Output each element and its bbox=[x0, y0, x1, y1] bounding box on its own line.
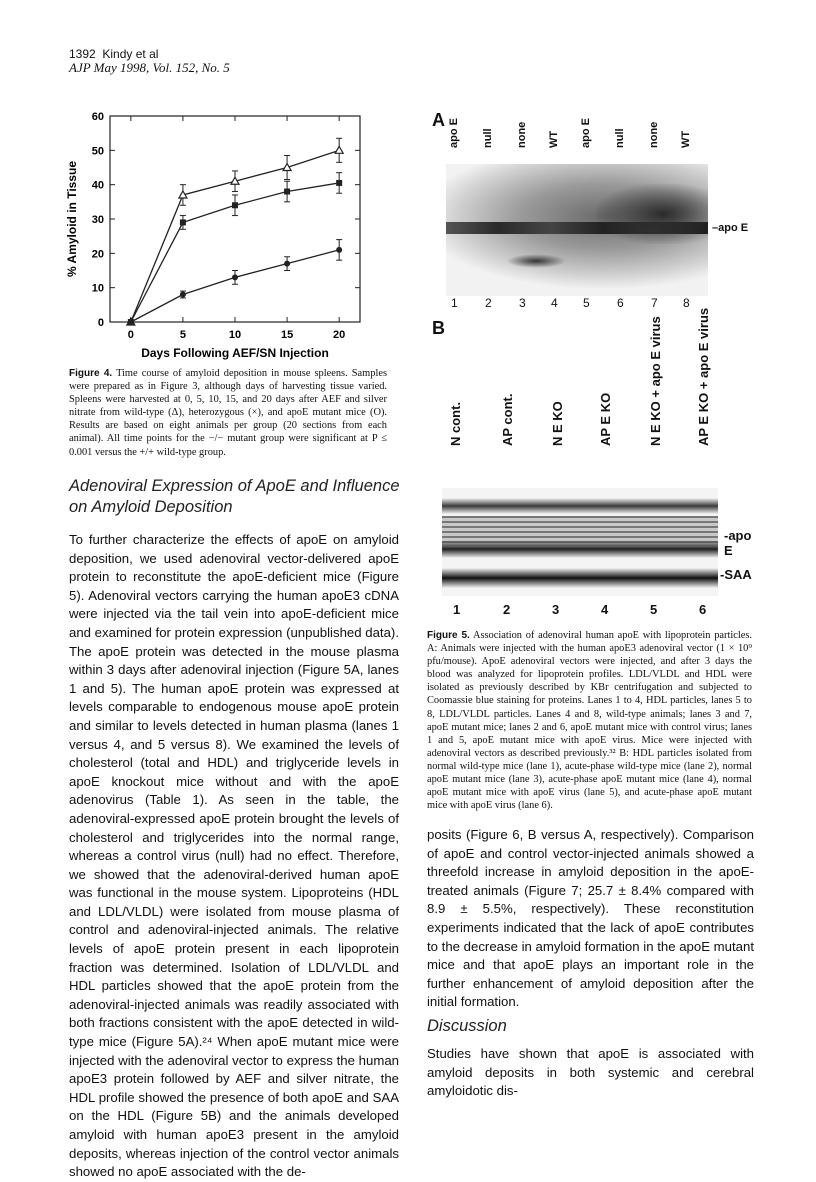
panel-b-lane-number: 3 bbox=[552, 602, 560, 617]
panel-a-lane-number: 5 bbox=[583, 296, 590, 310]
discussion-paragraph: Studies have shown that apoE is associated with amyloid deposits in both systemic and cerebral amyloidotic dis- bbox=[427, 1046, 754, 1099]
panel-a-lane-label: apo E bbox=[580, 118, 592, 148]
figure5-caption-label: Figure 5. bbox=[427, 630, 470, 641]
x-tick-label: 15 bbox=[280, 329, 294, 341]
section-heading: Adenoviral Expression of ApoE and Influence on Amyloid Deposition bbox=[69, 477, 400, 516]
y-tick-label: 30 bbox=[91, 214, 104, 226]
discussion-text bbox=[427, 1045, 754, 1101]
y-axis-label: % Amyloid in Tissue bbox=[65, 160, 79, 278]
panel-b-lane-label: AP E KO + apo E virus bbox=[696, 307, 711, 446]
figure5-caption-text: Association of adenoviral human apoE with lipoprotein particles. A: Animals were injected with the human apoE3 adenoviral vector (1 × 10⁹ pfu/mouse). ApoE adenoviral vectors were injected, and after 3 days the blood was analyzed for lipoprotein profiles. LDL/VLDL and HDL were isolated as previously described by KBr centrifugation and subjected to Coomassie blue staining for proteins. Lanes 1 to 4, HDL particles, lanes 5 to 8, LDL/VLDL particles. Lanes 4 and 8, wild-type animals; lanes 3 and 7, apoE mutant mice; lanes 2 and 6, apoE mutant mice with control virus; lanes 1 and 5, apoE mutant mice with apoE virus. Mice were injected with adenoviral vectors as described previously.³² B: HDL particles isolated from normal wild-type mice (lane 1), acute-phase wild-type mice (lane 2), normal apoE mutant mice (lane 3), acute-phase apoE mutant mice (lane 4), normal apoE mutant mice with apoE virus (lane 5), and acute-phase apoE mutant mice with apoE virus (lane 6). bbox=[427, 630, 752, 812]
x-tick-label: 20 bbox=[333, 329, 346, 341]
panel-a-lane-label: apo E bbox=[448, 118, 460, 148]
data-point bbox=[336, 180, 342, 186]
figure4-caption-text: Time course of amyloid deposition in mouse spleens. Samples were prepared as in Figure 3, although days of harvesting tissue varied. Spleens were harvested at 0, 5, 10, 15, and 20 days after AEF and silver nitrate from wild-type (Δ), heterozygous (×), and apoE mutant mice (O). Results are based on eight animals per group (20 sections from each animal). All time points for the −/− mutant group were significant at P ≤ 0.001 versus the +/+ wild-type group. bbox=[69, 368, 387, 458]
panel-a-lane-number: 8 bbox=[683, 296, 690, 310]
panel-a-band-label: –apo E bbox=[712, 222, 749, 234]
panel-b-lane-label: AP E KO bbox=[598, 392, 613, 446]
panel-b-lane-number: 5 bbox=[650, 602, 658, 617]
series-square bbox=[128, 173, 342, 325]
data-point bbox=[128, 319, 134, 325]
panel-a-lane-label: null bbox=[482, 128, 494, 148]
panel-a-lane-label: none bbox=[516, 121, 528, 148]
figure4-caption-label: Figure 4. bbox=[69, 368, 113, 379]
authors: Kindy et al bbox=[102, 47, 159, 61]
panel-b-lane-number: 6 bbox=[699, 602, 707, 617]
panel-a-label: A bbox=[432, 110, 445, 130]
x-tick-label: 5 bbox=[179, 329, 186, 341]
x-tick-label: 0 bbox=[127, 329, 134, 341]
data-point bbox=[284, 261, 290, 267]
panel-a-lane-label: WT bbox=[680, 130, 692, 148]
data-point bbox=[284, 189, 290, 195]
left-column-text bbox=[69, 531, 399, 1182]
data-point bbox=[180, 219, 186, 225]
panel-a-lane-number: 2 bbox=[485, 296, 492, 310]
panel-a-lane-number: 4 bbox=[551, 296, 558, 310]
figure5-panel-a bbox=[428, 108, 758, 318]
running-header bbox=[69, 47, 230, 75]
panel-a-gel bbox=[446, 164, 708, 296]
panel-b-band-label: -SAA bbox=[720, 567, 752, 582]
panel-a-lane-label: none bbox=[648, 121, 660, 148]
section1-paragraph: To further characterize the effects of apoE on amyloid deposition, we used adenoviral vector-delivered apoE protein to reconstitute the apoE-deficient mice (Figure 5). Adenoviral vectors carrying the human apoE3 cDNA were injected via the tail vein into apoE-deficient mice and examined for protein expression (unpublished data). The apoE protein was detected in the mouse plasma within 3 days after adenoviral injection (Figure 5A, lanes 1 and 5). The human apoE protein was expressed at levels comparable to endogenous mouse apoE protein and similar to levels detected in human plasma (lanes 1 versus 4, and 5 versus 8). We examined the levels of cholesterol (total and HDL) and triglyceride levels in apoE knockout mice without and with the apoE adenovirus (Table 1). As seen in the table, the adenoviral-expressed apoE protein brought the levels of cholesterol and triglycerides into the normal range, whereas a control virus (null) had no effect. Therefore, we showed that the adenoviral-derived human apoE was functional in the mouse system. Lipoproteins (HDL and LDL/VLDL) were isolated from mouse plasma of control and adenoviral-injected animals. The relative levels of apoE protein present in each lipoprotein fraction was determined. Isolation of LDL/VLDL and HDL particles showed that the apoE protein from the adenoviral-injected animals was readily associated with both fractions consistent with the apoE detected in wild-type mice (Figure 5A).²⁴ When apoE mutant mice were injected with the adenoviral vector to express the human apoE3 protein followed by AEF and silver nitrate, the HDL profile showed the presence of both apoE and SAA on the HDL (Figure 5B) and the animals developed amyloid with human apoE3 present in the amyloid deposits, whereas injection of the control vector animals showed no apoE associated with the de- bbox=[69, 532, 399, 1180]
continuation-paragraph: posits (Figure 6, B versus A, respectively). Comparison of apoE and control vector-injected animals showed a threefold increase in amyloid deposition in the apoE-treated animals (Figure 7; 25.7 ± 8.4% compared with 8.9 ± 5.5%, respectively). These reconstitution experiments indicated that the lack of apoE contributes to the decrease in amyloid formation in the apoE mutant mice and that apoE plays an important role in the further enhancement of amyloid deposition after the initial formation. bbox=[427, 827, 754, 1010]
series-triangle bbox=[127, 138, 343, 325]
panel-b-lane-number: 1 bbox=[453, 602, 461, 617]
x-axis-label: Days Following AEF/SN Injection bbox=[141, 346, 329, 360]
y-tick-label: 50 bbox=[91, 145, 104, 158]
discussion-heading: Discussion bbox=[427, 1017, 507, 1035]
panel-b-lane-number: 4 bbox=[601, 602, 609, 617]
panel-a-lane-number: 1 bbox=[451, 296, 458, 310]
panel-a-lane-label: WT bbox=[548, 130, 560, 148]
y-tick-label: 40 bbox=[91, 179, 104, 192]
y-tick-label: 20 bbox=[91, 248, 104, 261]
figure4-caption bbox=[69, 367, 387, 459]
figure5-panel-b bbox=[428, 307, 758, 618]
panel-b-label: B bbox=[432, 318, 445, 338]
panel-b-lane-label: N cont. bbox=[448, 401, 463, 446]
panel-b-band-label: -apo E bbox=[724, 528, 752, 558]
data-point bbox=[232, 202, 238, 208]
panel-a-lane-number: 6 bbox=[617, 296, 624, 310]
page-number: 1392 bbox=[69, 47, 96, 61]
journal-line: AJP May 1998, Vol. 152, No. 5 bbox=[69, 60, 230, 75]
x-tick-label: 10 bbox=[228, 329, 242, 341]
y-tick-label: 10 bbox=[91, 282, 104, 295]
data-point bbox=[232, 274, 238, 280]
panel-a-lane-number: 7 bbox=[651, 296, 658, 310]
data-point bbox=[335, 146, 343, 153]
y-tick-label: 0 bbox=[97, 317, 104, 329]
figure4-chart bbox=[60, 100, 380, 362]
panel-b-lane-number: 2 bbox=[503, 602, 511, 617]
panel-a-lane-number: 3 bbox=[519, 296, 526, 310]
figure5-caption bbox=[427, 629, 752, 812]
series-line bbox=[131, 250, 339, 322]
data-point bbox=[180, 292, 186, 298]
panel-b-lane-label: AP cont. bbox=[500, 393, 515, 446]
data-point bbox=[336, 247, 342, 253]
y-tick-label: 60 bbox=[91, 111, 104, 123]
panel-b-lane-label: N E KO bbox=[550, 401, 565, 446]
panel-b-lane-label: N E KO + apo E virus bbox=[648, 316, 663, 446]
panel-a-lane-label: null bbox=[614, 128, 626, 148]
panel-b-gel bbox=[442, 488, 718, 596]
right-column-text bbox=[427, 826, 754, 1012]
